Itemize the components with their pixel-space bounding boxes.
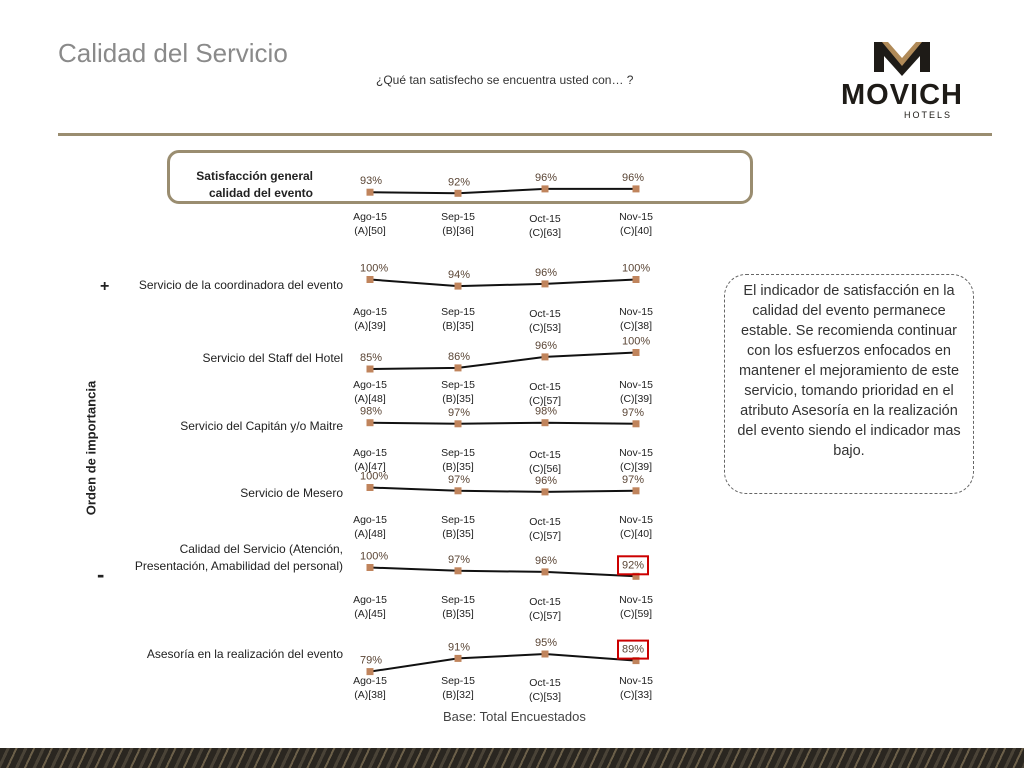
base-note: Base: Total Encuestados [443,709,586,724]
series-line [370,280,636,287]
series-label: Servicio de la coordinadora del evento [138,278,343,292]
series-label: Servicio del Capitán y/o Maitre [180,419,343,433]
base-label: (C)[40] [619,225,653,237]
data-label: 89% [622,643,645,656]
data-point [542,353,549,360]
data-label: 94% [448,269,471,282]
base-label: (B)[35] [442,461,474,473]
series-label: calidad del evento [208,186,313,200]
data-point [542,488,549,495]
data-label: 100% [622,335,651,348]
data-label: 96% [535,474,558,487]
x-tick-label: Ago-15 [353,594,387,606]
insight-note: El indicador de satisfacción en la calidad del evento permanece estable. Se recomienda continuar con los esfuerzos enfocados en mantener el mejoramiento de este servicio, tomando prioridad en el atributo Asesoría en la realización del evento siendo el indicador mas bajo. [724,274,974,494]
data-label: 97% [448,553,471,566]
page-title: Calidad del Servicio [58,38,288,68]
base-label: (C)[59] [619,608,653,620]
base-label: (A)[45] [354,608,386,620]
data-label: 97% [448,406,471,419]
data-point [633,487,640,494]
data-label: 96% [535,339,558,352]
base-label: (C)[33] [619,689,653,701]
base-label: (C)[57] [528,395,562,407]
logo-text: MOVICH [841,79,963,111]
base-label: (A)[48] [354,528,386,540]
series-line [370,350,636,370]
data-point [633,276,640,283]
logo-subtext: HOTELS [903,110,953,120]
data-point [633,185,640,192]
data-point [542,419,549,426]
base-label: (C)[57] [528,530,562,542]
series-row-4 [240,471,653,543]
x-tick-label: Ago-15 [353,514,387,526]
series-label: Servicio de Mesero [240,486,343,500]
data-point [455,567,462,574]
data-label: 96% [535,171,558,184]
importance-minus: - [97,562,105,587]
footer-decorative-band [0,748,1024,768]
importance-plus: + [100,278,110,295]
x-tick-label: Sep-15 [441,306,475,318]
x-tick-label: Nov-15 [619,514,653,526]
base-label: (B)[35] [442,393,474,405]
base-label: (B)[36] [442,225,474,237]
base-label: (A)[39] [354,320,386,332]
base-label: (C)[63] [528,227,562,239]
x-tick-label: Sep-15 [441,379,475,391]
x-tick-label: Oct-15 [529,677,561,689]
data-point [542,280,549,287]
data-label: 97% [622,473,645,486]
x-tick-label: Ago-15 [353,211,387,223]
data-point [455,487,462,494]
data-point [455,190,462,197]
data-point [542,651,549,658]
x-tick-label: Ago-15 [353,306,387,318]
base-label: (A)[47] [354,461,386,473]
series-label: Satisfacción general [196,169,313,183]
base-label: (B)[35] [442,320,474,332]
data-label: 91% [448,641,471,654]
base-label: (C)[53] [528,691,562,703]
data-point [367,276,374,283]
series-label: Calidad del Servicio (Atención, [179,542,343,556]
data-label: 95% [535,637,558,649]
x-tick-label: Sep-15 [441,447,475,459]
data-label: 100% [622,262,651,275]
series-row-3 [180,406,653,475]
x-tick-label: Oct-15 [529,213,561,225]
data-point [455,420,462,427]
base-label: (C)[38] [619,320,653,332]
data-point [455,283,462,290]
base-label: (C)[39] [619,393,653,405]
base-label: (C)[53] [528,322,562,334]
base-label: (A)[48] [354,393,386,405]
x-tick-label: Nov-15 [619,447,653,459]
data-label: 97% [448,473,471,486]
x-tick-label: Oct-15 [529,308,561,320]
series-row-2 [202,336,653,408]
x-tick-label: Oct-15 [529,516,561,528]
data-label: 98% [535,405,558,418]
base-label: (C)[40] [619,528,653,540]
data-point [367,484,374,491]
x-tick-label: Nov-15 [619,306,653,318]
series-row-5 [135,542,653,622]
x-tick-label: Nov-15 [619,594,653,606]
data-label: 97% [622,406,645,419]
x-tick-label: Ago-15 [353,379,387,391]
x-tick-label: Oct-15 [529,449,561,461]
data-label: 98% [360,405,383,418]
data-point [367,189,374,196]
data-point [367,366,374,373]
series-line [370,654,636,672]
series-row-1 [139,263,653,335]
data-point [542,568,549,575]
x-tick-label: Sep-15 [441,594,475,606]
base-label: (B)[32] [442,689,474,701]
x-tick-label: Ago-15 [353,447,387,459]
x-tick-label: Oct-15 [529,381,561,393]
series-label: Asesoría en la realización del evento [146,647,343,661]
series-row-0 [196,169,653,239]
x-tick-label: Sep-15 [441,514,475,526]
data-point [633,349,640,356]
data-label: 92% [448,176,471,189]
series-label: Servicio del Staff del Hotel [202,351,343,365]
series-line [370,568,636,577]
data-label: 86% [448,350,471,363]
base-label: (C)[56] [528,463,562,475]
series-label: Presentación, Amabilidad del personal) [134,559,343,573]
data-point [542,185,549,192]
x-tick-label: Ago-15 [353,675,387,687]
base-label: (B)[35] [442,608,474,620]
y-axis-label: Orden de importancia [83,380,99,516]
data-point [455,364,462,371]
base-label: (A)[38] [354,689,386,701]
data-label: 85% [360,352,383,364]
data-point [367,564,374,571]
data-label: 100% [360,550,389,563]
page-subtitle: ¿Qué tan satisfecho se encuentra usted con… ? [376,73,634,87]
data-label: 96% [535,554,558,567]
series-row-6 [147,637,653,703]
x-tick-label: Nov-15 [619,211,653,223]
data-label: 92% [622,559,645,572]
data-point [633,420,640,427]
x-tick-label: Sep-15 [441,211,475,223]
data-label: 93% [360,175,383,188]
x-tick-label: Nov-15 [619,675,653,687]
data-point [367,419,374,426]
x-tick-label: Sep-15 [441,675,475,687]
x-tick-label: Nov-15 [619,379,653,391]
series-line [370,423,636,424]
base-label: (C)[39] [619,461,653,473]
data-label: 100% [360,470,389,483]
data-label: 100% [360,262,389,275]
data-label: 96% [535,266,558,279]
data-label: 96% [622,171,645,184]
base-label: (B)[35] [442,528,474,540]
series-line [370,189,636,193]
data-point [455,655,462,662]
data-label: 79% [360,654,383,667]
x-tick-label: Oct-15 [529,596,561,608]
base-label: (A)[50] [354,225,386,237]
series-line [370,488,636,492]
base-label: (C)[57] [528,610,562,622]
